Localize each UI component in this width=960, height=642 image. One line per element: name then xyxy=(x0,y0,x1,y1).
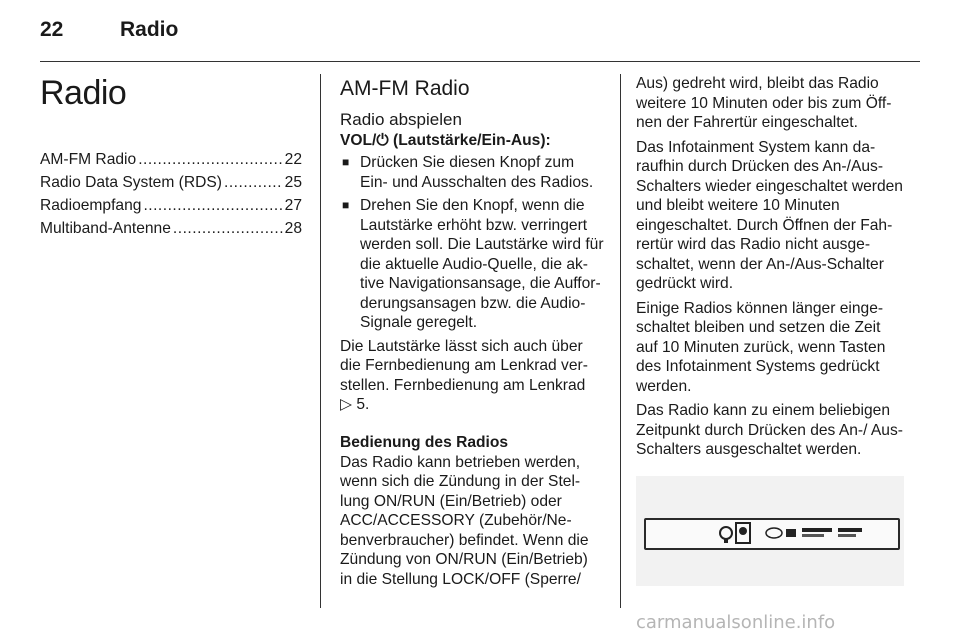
toc-leader-dots xyxy=(173,217,283,240)
vol-control-label: VOL/⏻ (Lautstärke/Ein-Aus): xyxy=(340,132,551,149)
list-item: ■ Drehen Sie den Knopf, wenn die Lautstärke erhöht bzw. verringert werden soll. Die Lautstärke wird für die aktuelle Audio-Quelle, die aktive Navigationsansage, die Aufforderungsansagen bzw. die Audio-Signale geregelt. xyxy=(340,196,604,333)
paragraph: Aus) gedreht wird, bleibt das Radio weitere 10 Minuten oder bis zum Öffnen der Fahrertür eingeschaltet. xyxy=(636,75,892,131)
toc-entry[interactable] xyxy=(40,148,302,171)
toc-leader-dots xyxy=(224,171,283,194)
column-right xyxy=(636,74,904,586)
radio-faceplate-figure xyxy=(636,476,904,586)
toc-entry-label: Multiband-Antenne xyxy=(40,220,171,237)
toc-entry-page: 25 xyxy=(284,174,302,191)
toc-entry-page: 22 xyxy=(284,151,302,168)
chapter-title: Radio xyxy=(40,74,127,112)
toc-leader-dots xyxy=(143,194,282,217)
section-title: Radio xyxy=(120,18,179,41)
toc-entry-page: 27 xyxy=(284,197,302,214)
page-header xyxy=(40,18,920,48)
bullet-list xyxy=(340,153,604,333)
paragraph: Das Infotainment System kann daraufhin durch Drücken des An-/Aus-Schalters wieder eingeschaltet werden und bleibt weitere 10 Minuten eingeschaltet. Durch Öffnen der Fahrertür wird das Radio nicht ausgeschaltet, wenn der An-/Aus-Schalter gedrückt wird. xyxy=(636,138,903,292)
toc-entry[interactable] xyxy=(40,194,302,217)
toc-entry-label: Radio Data System (RDS) xyxy=(40,174,222,191)
radio-faceplate xyxy=(644,518,900,550)
paragraph xyxy=(340,337,604,415)
watermark: carmanualsonline.info xyxy=(636,612,836,633)
paragraph: Einige Radios können länger eingeschaltet bleiben und setzen die Zeit auf 10 Minuten zurück, wenn Tasten des Infotainment Systems gedrückt werden. xyxy=(636,299,886,395)
operation-heading: Bedienung des Radios xyxy=(340,433,509,451)
subsection-heading: Radio abspielen xyxy=(340,110,462,129)
spacer xyxy=(340,420,604,432)
column-divider-1 xyxy=(320,74,321,608)
list-item: ■ Drücken Sie diesen Knopf zum Ein- und Ausschalten des Radios. xyxy=(340,153,604,192)
toc-entry[interactable] xyxy=(40,171,302,194)
faceplate-logos-icon xyxy=(646,520,898,548)
paragraph: Das Radio kann betrieben werden, wenn sich die Zündung in der Stellung ON/RUN (Ein/Betrieb) oder ACC/ACCESSORY (Zubehör/Nebenverbraucher) befindet. Wenn die Zündung von ON/RUN (Ein/Betrieb) in die Stellung LOCK/OFF (Sperre/ xyxy=(340,453,589,588)
table-of-contents xyxy=(40,148,302,240)
paragraph-text: Die Lautstärke lässt sich auch über die Fernbedienung am Lenkrad verstellen. Fernbedienung am Lenkrad xyxy=(340,337,588,394)
toc-entry[interactable] xyxy=(40,217,302,240)
column-main xyxy=(340,74,604,594)
toc-entry-label: Radioempfang xyxy=(40,197,142,214)
page-number: 22 xyxy=(40,18,64,41)
page-reference-link[interactable]: ▷ 5. xyxy=(340,396,370,413)
toc-entry-page: 28 xyxy=(284,220,302,237)
toc-entry-label: AM-FM Radio xyxy=(40,151,137,168)
column-toc xyxy=(40,74,302,240)
header-rule xyxy=(40,61,920,62)
column-divider-2 xyxy=(620,74,621,608)
toc-leader-dots xyxy=(138,148,282,171)
paragraph: Das Radio kann zu einem beliebigen Zeitpunkt durch Drücken des An-/ Aus-Schalters ausgeschaltet werden. xyxy=(636,402,903,458)
section-heading: AM-FM Radio xyxy=(340,77,470,100)
